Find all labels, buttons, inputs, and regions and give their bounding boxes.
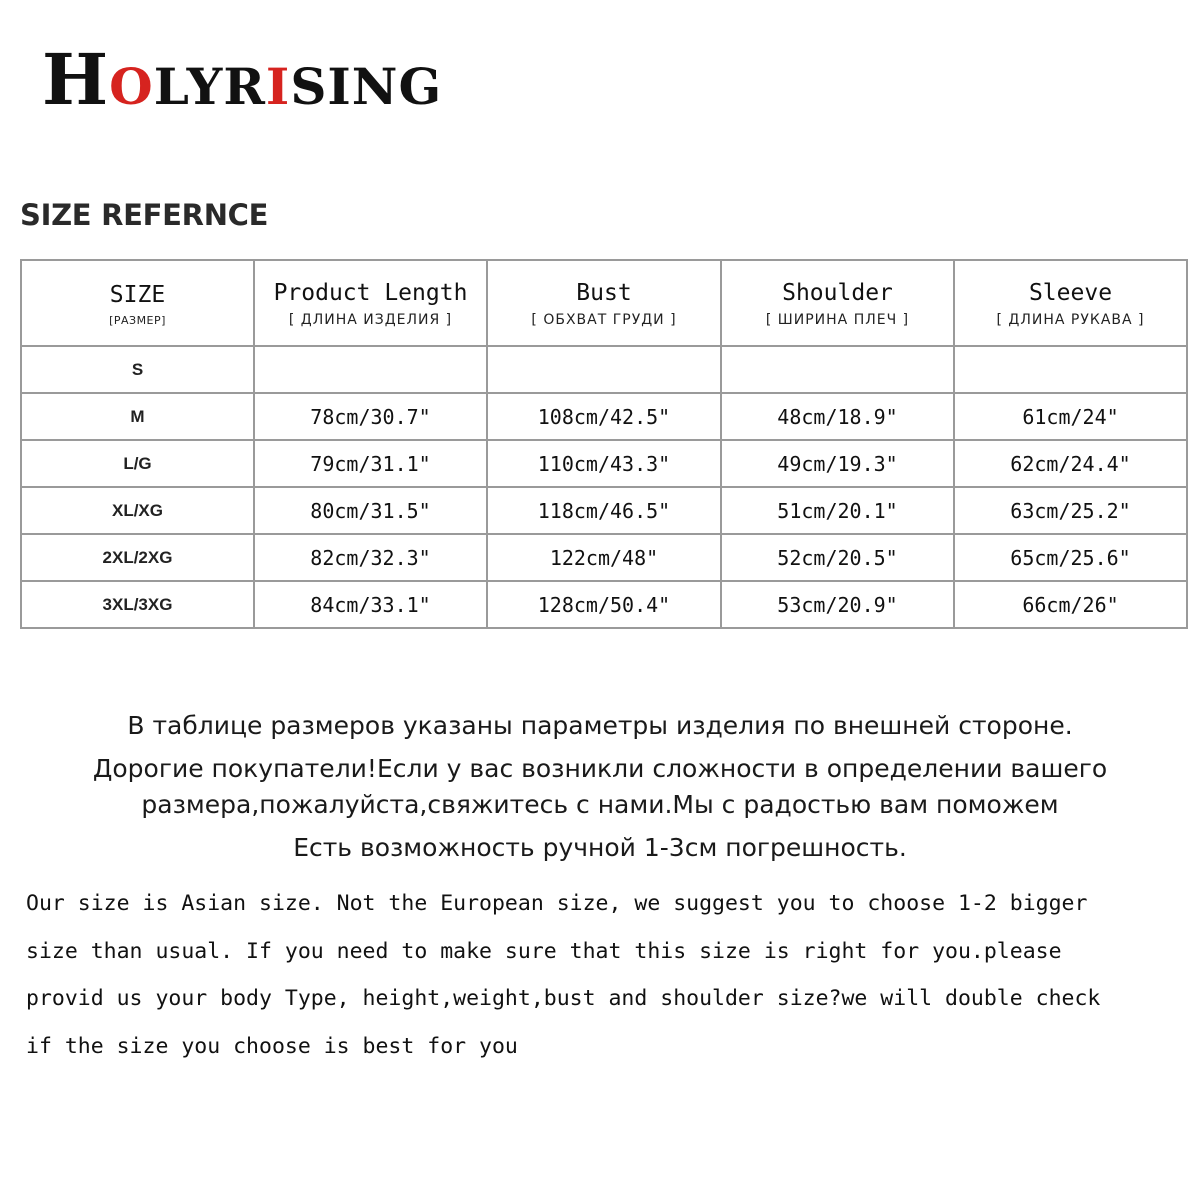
column-header-length (254, 260, 487, 346)
column-title: Shoulder (782, 280, 893, 306)
sleeve-cell: 66cm/26" (954, 581, 1187, 628)
sleeve-cell: 62cm/24.4" (954, 440, 1187, 487)
length-cell: 84cm/33.1" (254, 581, 487, 628)
table-row (21, 487, 1187, 534)
column-subtitle: [ ДЛИНА РУКАВА ] (996, 312, 1145, 328)
shoulder-cell: 53cm/20.9" (721, 581, 954, 628)
length-cell: 82cm/32.3" (254, 534, 487, 581)
length-cell: 79cm/31.1" (254, 440, 487, 487)
bust-cell: 110cm/43.3" (487, 440, 721, 487)
length-cell (254, 346, 487, 393)
table-row (21, 534, 1187, 581)
column-subtitle: [ ШИРИНА ПЛЕЧ ] (765, 312, 910, 328)
shoulder-cell: 49cm/19.3" (721, 440, 954, 487)
size-cell: M (21, 393, 254, 440)
logo-letters-lyr: LYR (153, 57, 266, 116)
size-reference-heading: SIZE REFERNCE (20, 198, 269, 232)
english-note-line: Our size is Asian size. Not the European size, we suggest you to choose 1-2 bigger (26, 891, 1088, 916)
size-cell: L/G (21, 440, 254, 487)
english-note-line: if the size you choose is best for you (26, 1034, 518, 1059)
column-subtitle: [ ДЛИНА ИЗДЕЛИЯ ] (288, 312, 453, 328)
bust-cell (487, 346, 721, 393)
column-title: Product Length (273, 280, 468, 306)
brand-logo (42, 40, 442, 120)
logo-letter-o: O (109, 57, 154, 116)
column-header-shoulder (721, 260, 954, 346)
size-cell: S (21, 346, 254, 393)
column-title: Sleeve (1028, 280, 1113, 306)
size-table (20, 259, 1188, 629)
logo-letter-i: I (265, 57, 291, 116)
size-cell: XL/XG (21, 487, 254, 534)
sleeve-cell (954, 346, 1187, 393)
size-cell: 3XL/3XG (21, 581, 254, 628)
english-note-line: size than usual. If you need to make sure that this size is right for you.please (26, 939, 1062, 964)
english-note-line: provid us your body Type, height,weight,bust and shoulder size?we will double check (26, 986, 1101, 1011)
table-row (21, 346, 1187, 393)
column-header-bust (487, 260, 721, 346)
table-row (21, 440, 1187, 487)
logo-letters-sing: SING (290, 57, 443, 116)
russian-note-line: В таблице размеров указаны параметры изделия по внешней стороне. (127, 711, 1073, 740)
sleeve-cell: 65cm/25.6" (954, 534, 1187, 581)
shoulder-cell: 48cm/18.9" (721, 393, 954, 440)
length-cell: 78cm/30.7" (254, 393, 487, 440)
size-cell: 2XL/2XG (21, 534, 254, 581)
table-row (21, 393, 1187, 440)
length-cell: 80cm/31.5" (254, 487, 487, 534)
column-header-size (21, 260, 254, 346)
column-title: Bust (576, 280, 632, 306)
russian-note-line: размера,пожалуйста,свяжитесь с нами.Мы с радостью вам поможем (141, 790, 1059, 819)
bust-cell: 128cm/50.4" (487, 581, 721, 628)
table-row (21, 581, 1187, 628)
bust-cell: 122cm/48" (487, 534, 721, 581)
sleeve-cell: 61cm/24" (954, 393, 1187, 440)
sleeve-cell: 63cm/25.2" (954, 487, 1187, 534)
shoulder-cell: 51cm/20.1" (721, 487, 954, 534)
column-subtitle: [ ОБХВАТ ГРУДИ ] (531, 312, 677, 328)
shoulder-cell: 52cm/20.5" (721, 534, 954, 581)
russian-note-line: Есть возможность ручной 1-3см погрешность. (293, 833, 907, 862)
column-subtitle: [РАЗМЕР] (109, 313, 166, 327)
bust-cell: 118cm/46.5" (487, 487, 721, 534)
bust-cell: 108cm/42.5" (487, 393, 721, 440)
shoulder-cell (721, 346, 954, 393)
table-header-row (21, 260, 1187, 346)
russian-note-line: Дорогие покупатели!Если у вас возникли сложности в определении вашего (92, 754, 1108, 783)
logo-letter-h: H (42, 38, 110, 121)
column-header-sleeve (954, 260, 1187, 346)
column-title: SIZE (109, 281, 166, 308)
